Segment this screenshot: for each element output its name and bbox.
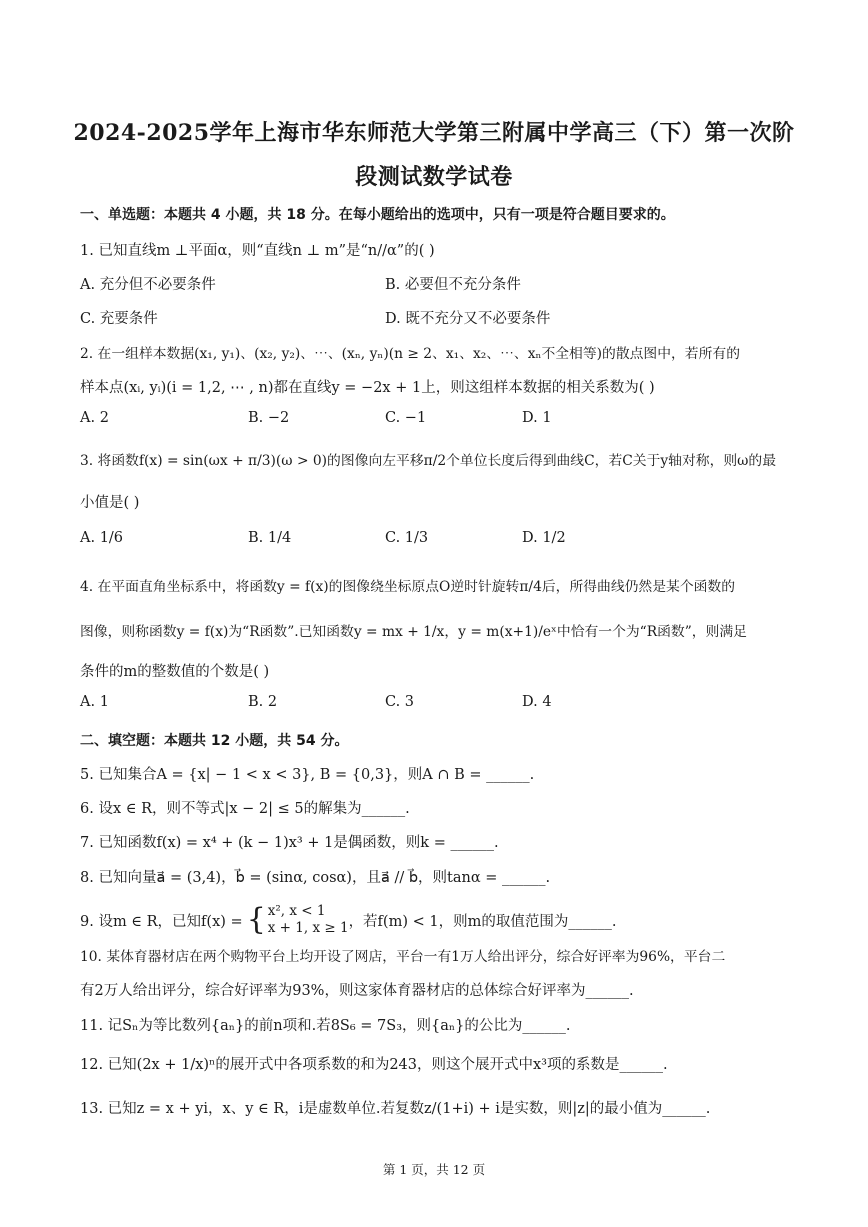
question-10-line2: 有2万人给出评分，综合好评率为93%，则这家体育器材店的总体综合好评率为______.	[80, 983, 634, 999]
question-9-case2: x + 1, x ≥ 1	[267, 920, 349, 936]
question-6: 6. 设x ∈ R，则不等式|x − 2| ≤ 5的解集为______.	[80, 801, 410, 817]
question-9-prefix: 9. 设m ∈ R，已知f(x) =	[80, 913, 243, 930]
question-5: 5. 已知集合A = {x| − 1 < x < 3}, B = {0,3}，则A ∩ B = ______.	[80, 767, 535, 783]
question-12: 12. 已知(2x + 1/x)ⁿ的展开式中各项系数的和为243，则这个展开式中x³项的系数是______.	[80, 1057, 668, 1073]
brace-symbol: {	[246, 902, 266, 937]
question-4-option-d: D. 4	[522, 694, 552, 710]
question-3-stem-line2: 小值是( )	[80, 495, 140, 511]
question-8: 8. 已知向量a⃗ = (3,4)，b⃗ = (sinα, cosα)，且a⃗ // b⃗，则tanα = ______.	[80, 870, 551, 886]
question-4-stem-line1: 4. 在平面直角坐标系中，将函数y = f(x)的图像绕坐标原点O逆时针旋转π/4后，所得曲线仍然是某个函数的	[80, 579, 736, 595]
question-9-suffix: ，若f(m) < 1，则m的取值范围为______.	[348, 913, 617, 930]
question-9-cases	[268, 903, 349, 937]
question-4-option-c: C. 3	[385, 694, 415, 710]
question-7: 7. 已知函数f(x) = x⁴ + (k − 1)x³ + 1是偶函数，则k = ______.	[80, 835, 499, 851]
question-4-option-a: A. 1	[80, 694, 109, 710]
question-3-option-b: B. 1/4	[248, 530, 292, 546]
question-2-stem-line1: 2. 在一组样本数据(x₁, y₁)、(x₂, y₂)、⋯、(xₙ, yₙ)(n ≥ 2、x₁、x₂、⋯、xₙ不全相等)的散点图中，若所有的	[80, 346, 740, 362]
question-4-stem-line2: 图像，则称函数y = f(x)为“R函数”.已知函数y = mx + 1/x，y = m(x+1)/eˣ中恰有一个为“R函数”，则满足	[80, 624, 747, 640]
question-4-option-b: B. 2	[248, 694, 278, 710]
question-1-option-c: C. 充要条件	[80, 311, 158, 327]
exam-title-line2: 段测试数学试卷	[355, 164, 513, 190]
question-2-option-b: B. −2	[248, 410, 290, 426]
question-3-stem-line1: 3. 将函数f(x) = sin(ωx + π/3)(ω > 0)的图像向左平移π/2个单位长度后得到曲线C，若C关于y轴对称，则ω的最	[80, 453, 777, 469]
question-1-option-d: D. 既不充分又不必要条件	[385, 311, 551, 327]
exam-title-line1: 2024-2025学年上海市华东师范大学第三附属中学高三（下）第一次阶	[73, 120, 795, 146]
question-3-option-a: A. 1/6	[80, 530, 124, 546]
question-2-option-d: D. 1	[522, 410, 552, 426]
section2-header: 二、填空题：本题共 12 小题，共 54 分。	[80, 733, 349, 749]
question-4-stem-line3: 条件的m的整数值的个数是( )	[80, 664, 270, 680]
section1-header: 一、单选题：本题共 4 小题，共 18 分。在每小题给出的选项中，只有一项是符合题目要求的。	[80, 207, 675, 223]
page-footer: 第 1 页，共 12 页	[382, 1162, 486, 1177]
question-1-option-b: B. 必要但不充分条件	[385, 277, 521, 293]
question-2-option-c: C. −1	[385, 410, 427, 426]
question-1-stem: 1. 已知直线m ⊥平面α，则“直线n ⊥ m”是“n//α”的( )	[80, 243, 435, 259]
question-10-line1: 10. 某体育器材店在两个购物平台上均开设了网店，平台一有1万人给出评分，综合好评率为96%，平台二	[80, 949, 726, 965]
question-11: 11. 记Sₙ为等比数列{aₙ}的前n项和.若8S₆ = 7S₃，则{aₙ}的公比为______.	[80, 1018, 571, 1034]
question-2-option-a: A. 2	[80, 410, 109, 426]
question-13: 13. 已知z = x + yi，x、y ∈ R，i是虚数单位.若复数z/(1+i) + i是实数，则|z|的最小值为______.	[80, 1101, 711, 1117]
question-9-case1: x², x < 1	[267, 903, 326, 919]
question-9	[80, 903, 616, 937]
question-3-option-d: D. 1/2	[522, 530, 566, 546]
question-1-option-a: A. 充分但不必要条件	[80, 277, 216, 293]
question-3-option-c: C. 1/3	[385, 530, 429, 546]
question-2-stem-line2: 样本点(xᵢ, yᵢ)(i = 1,2, ⋯ , n)都在直线y = −2x + 1上，则这组样本数据的相关系数为( )	[80, 380, 655, 396]
